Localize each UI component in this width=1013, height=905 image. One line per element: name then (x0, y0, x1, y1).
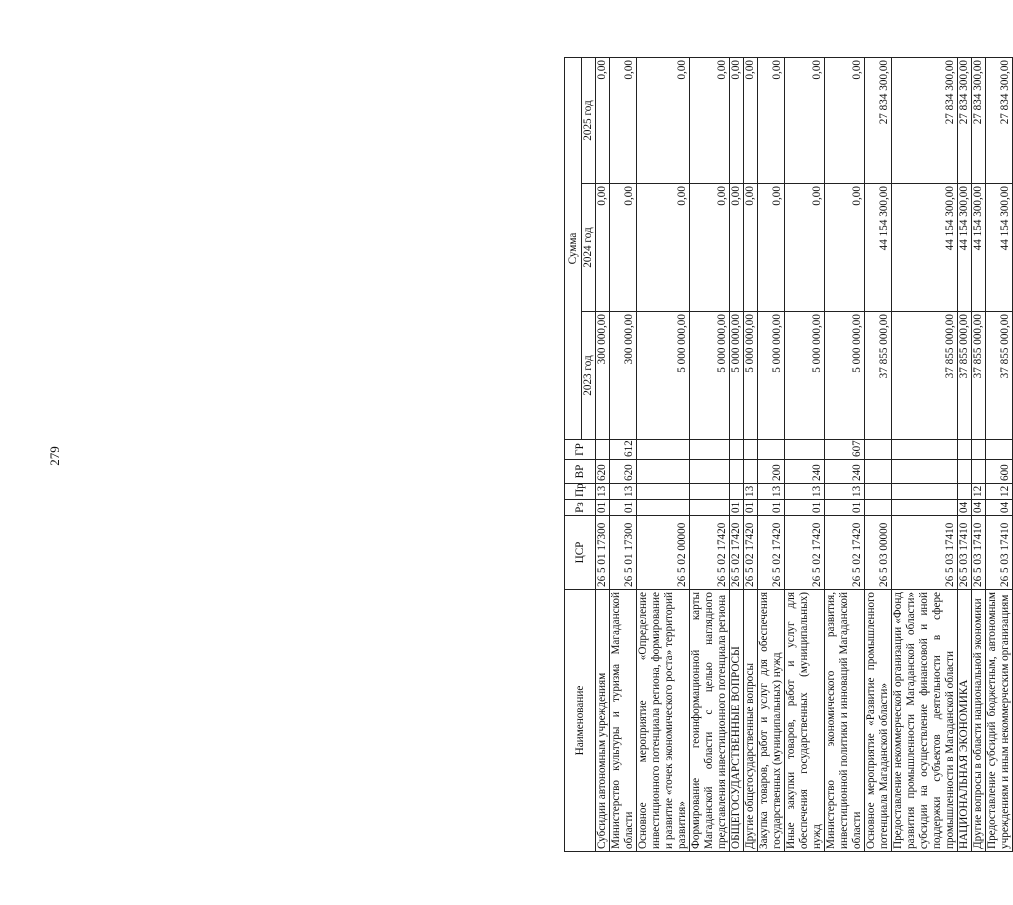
cell-2025: 0,00 (596, 57, 610, 183)
page-number: 279 (47, 446, 62, 466)
cell-name: НАЦИОНАЛЬНАЯ ЭКОНОМИКА (958, 590, 972, 852)
table-row (825, 57, 865, 851)
cell-pr: 13 (758, 484, 785, 500)
table-row (690, 57, 730, 851)
cell-csr: 26 5 02 17420 (744, 516, 758, 590)
cell-vr: 600 (986, 460, 1013, 484)
cell-name: Формирование геоинформационной карты Магаданской области с целью наглядного представления инвестиционного потенциала региона (690, 590, 730, 852)
cell-csr: 26 5 02 17420 (690, 516, 730, 590)
cell-rz: 04 (986, 500, 1013, 516)
cell-vr (690, 460, 730, 484)
cell-name: Основное мероприятие «Определение инвестиционного потенциала региона, формирование и развитие «точек экономического роста» территорий развития» (637, 590, 690, 852)
cell-gr: 612 (610, 440, 637, 460)
cell-name: Иные закупки товаров, работ и услуг для обеспечения государственных (муниципальных) нужд (785, 590, 825, 852)
cell-gr (892, 440, 958, 460)
table-row (785, 57, 825, 851)
cell-pr (892, 484, 958, 500)
cell-pr: 13 (825, 484, 865, 500)
cell-2024: 0,00 (785, 184, 825, 312)
cell-rz: 01 (744, 500, 758, 516)
cell-2023: 37 855 000,00 (972, 312, 986, 440)
rotated-page-content (564, 57, 1013, 852)
cell-name: Министерство экономического развития, инвестиционной политики и инноваций Магаданской области (825, 590, 865, 852)
cell-vr (972, 460, 986, 484)
cell-pr: 13 (610, 484, 637, 500)
cell-rz: 01 (758, 500, 785, 516)
cell-vr: 200 (758, 460, 785, 484)
cell-2024: 44 154 300,00 (865, 184, 892, 312)
cell-gr (596, 440, 610, 460)
cell-gr (690, 440, 730, 460)
cell-2025: 0,00 (730, 57, 744, 183)
cell-csr: 26 5 03 17410 (958, 516, 972, 590)
table-row (744, 57, 758, 851)
table-body (596, 57, 1013, 851)
table-row (958, 57, 972, 851)
cell-2023: 5 000 000,00 (690, 312, 730, 440)
cell-gr (730, 440, 744, 460)
cell-2025: 0,00 (637, 57, 690, 183)
table-row (865, 57, 892, 851)
cell-2025: 0,00 (690, 57, 730, 183)
header-rz: Рз (565, 500, 596, 516)
cell-2024: 0,00 (690, 184, 730, 312)
cell-name: ОБЩЕГОСУДАРСТВЕННЫЕ ВОПРОСЫ (730, 590, 744, 852)
cell-2024: 44 154 300,00 (986, 184, 1013, 312)
table-row (730, 57, 744, 851)
cell-2023: 5 000 000,00 (730, 312, 744, 440)
cell-csr: 26 5 01 17300 (610, 516, 637, 590)
cell-gr (972, 440, 986, 460)
cell-csr: 26 5 03 17410 (972, 516, 986, 590)
cell-2023: 5 000 000,00 (744, 312, 758, 440)
cell-vr (744, 460, 758, 484)
cell-gr (744, 440, 758, 460)
cell-rz: 01 (730, 500, 744, 516)
header-name: Наименование (565, 590, 596, 852)
cell-vr (637, 460, 690, 484)
cell-name: Другие вопросы в области национальной экономики (972, 590, 986, 852)
header-vr: ВР (565, 460, 596, 484)
table-row (972, 57, 986, 851)
cell-2023: 300 000,00 (596, 312, 610, 440)
cell-vr: 620 (610, 460, 637, 484)
cell-rz (637, 500, 690, 516)
cell-vr: 240 (785, 460, 825, 484)
cell-2024: 0,00 (744, 184, 758, 312)
cell-2023: 37 855 000,00 (958, 312, 972, 440)
cell-2024: 0,00 (730, 184, 744, 312)
header-csr: ЦСР (565, 516, 596, 590)
header-sum: Сумма (565, 57, 582, 439)
cell-2024: 0,00 (825, 184, 865, 312)
cell-2024: 0,00 (637, 184, 690, 312)
cell-2025: 27 834 300,00 (958, 57, 972, 183)
cell-pr (690, 484, 730, 500)
cell-pr: 13 (744, 484, 758, 500)
header-2024: 2024 год (582, 184, 596, 312)
cell-pr (958, 484, 972, 500)
cell-2025: 27 834 300,00 (892, 57, 958, 183)
cell-gr (758, 440, 785, 460)
cell-csr: 26 5 03 17410 (892, 516, 958, 590)
cell-name: Другие общегосударственные вопросы (744, 590, 758, 852)
cell-rz: 01 (596, 500, 610, 516)
cell-2025: 27 834 300,00 (972, 57, 986, 183)
cell-rz: 01 (785, 500, 825, 516)
cell-gr (865, 440, 892, 460)
cell-csr: 26 5 02 00000 (637, 516, 690, 590)
table-row (610, 57, 637, 851)
cell-vr (730, 460, 744, 484)
cell-gr: 607 (825, 440, 865, 460)
cell-2023: 37 855 000,00 (892, 312, 958, 440)
cell-vr: 620 (596, 460, 610, 484)
cell-2023: 5 000 000,00 (825, 312, 865, 440)
cell-2025: 27 834 300,00 (986, 57, 1013, 183)
cell-vr (865, 460, 892, 484)
cell-rz (892, 500, 958, 516)
cell-csr: 26 5 02 17420 (785, 516, 825, 590)
cell-2024: 0,00 (596, 184, 610, 312)
header-gr: ГР (565, 440, 596, 460)
cell-2025: 0,00 (785, 57, 825, 183)
cell-pr (730, 484, 744, 500)
cell-2023: 37 855 000,00 (986, 312, 1013, 440)
cell-2025: 0,00 (610, 57, 637, 183)
cell-2025: 0,00 (744, 57, 758, 183)
cell-2023: 5 000 000,00 (758, 312, 785, 440)
cell-2024: 0,00 (610, 184, 637, 312)
cell-pr: 13 (596, 484, 610, 500)
cell-vr (958, 460, 972, 484)
cell-csr: 26 5 02 17420 (730, 516, 744, 590)
cell-2024: 44 154 300,00 (958, 184, 972, 312)
cell-name: Предоставление субсидий бюджетным, автономным учреждениям и иным некоммерческим организациям (986, 590, 1013, 852)
cell-csr: 26 5 02 17420 (825, 516, 865, 590)
table-header (565, 57, 596, 851)
cell-csr: 26 5 01 17300 (596, 516, 610, 590)
cell-name: Министерство культуры и туризма Магаданской области (610, 590, 637, 852)
cell-2023: 5 000 000,00 (785, 312, 825, 440)
cell-2024: 44 154 300,00 (972, 184, 986, 312)
cell-rz: 04 (958, 500, 972, 516)
cell-2023: 37 855 000,00 (865, 312, 892, 440)
cell-name: Основное мероприятие «Развитие промышленного потенциала Магаданской области» (865, 590, 892, 852)
cell-pr (865, 484, 892, 500)
cell-name: Закупка товаров, работ и услуг для обеспечения государственных (муниципальных) нужд (758, 590, 785, 852)
cell-2025: 27 834 300,00 (865, 57, 892, 183)
cell-rz (690, 500, 730, 516)
cell-gr (785, 440, 825, 460)
header-pr: Пр (565, 484, 596, 500)
cell-2023: 300 000,00 (610, 312, 637, 440)
cell-rz: 01 (825, 500, 865, 516)
table-row (758, 57, 785, 851)
cell-2025: 0,00 (758, 57, 785, 183)
cell-name: Предоставление некоммерческой организации «Фонд развития промышленности Магаданской области» субсидии на осуществление финансовой и иной поддержки субъектов деятельности в сфере промышленности в Магаданской области (892, 590, 958, 852)
table-row (637, 57, 690, 851)
cell-pr: 13 (785, 484, 825, 500)
cell-2025: 0,00 (825, 57, 865, 183)
cell-csr: 26 5 03 00000 (865, 516, 892, 590)
cell-csr: 26 5 02 17420 (758, 516, 785, 590)
cell-vr (892, 460, 958, 484)
cell-csr: 26 5 03 17410 (986, 516, 1013, 590)
cell-rz: 04 (972, 500, 986, 516)
cell-2023: 5 000 000,00 (637, 312, 690, 440)
cell-pr (637, 484, 690, 500)
cell-rz: 01 (610, 500, 637, 516)
header-2025: 2025 год (582, 57, 596, 183)
table-row (596, 57, 610, 851)
cell-pr: 12 (972, 484, 986, 500)
cell-gr (986, 440, 1013, 460)
cell-rz (865, 500, 892, 516)
cell-name: Субсидии автономным учреждениям (596, 590, 610, 852)
header-2023: 2023 год (582, 312, 596, 440)
cell-gr (637, 440, 690, 460)
cell-2024: 0,00 (758, 184, 785, 312)
cell-2024: 44 154 300,00 (892, 184, 958, 312)
table-row (986, 57, 1013, 851)
cell-pr: 12 (986, 484, 1013, 500)
cell-vr: 240 (825, 460, 865, 484)
cell-gr (958, 440, 972, 460)
table-row (892, 57, 958, 851)
budget-table (564, 57, 1013, 852)
